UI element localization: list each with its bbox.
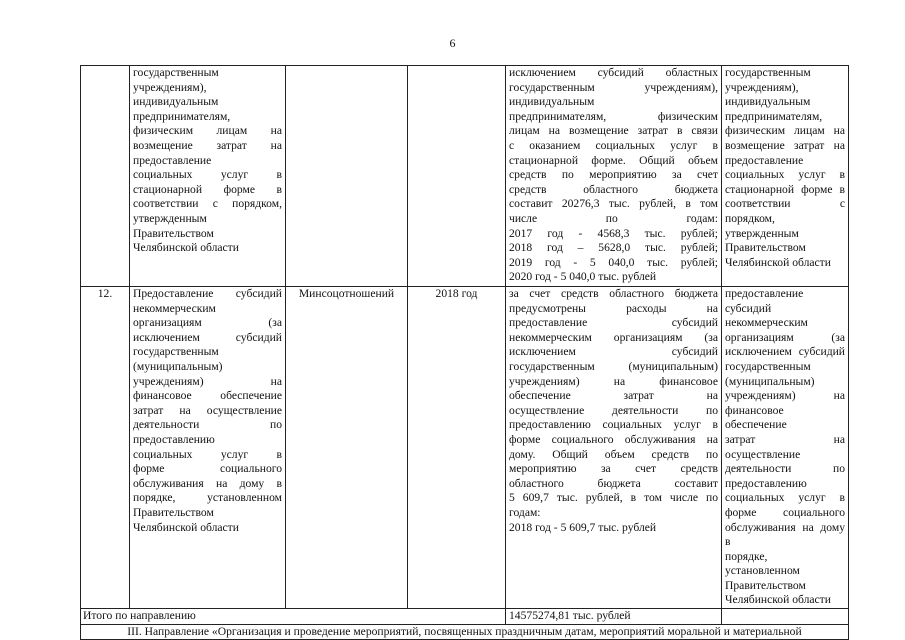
text-line: государственным bbox=[133, 345, 219, 359]
text-line: мероприятию за счет средств bbox=[509, 462, 718, 476]
text-line: Челябинской области bbox=[725, 255, 831, 269]
text-line: 2020 год - 5 040,0 тыс. рублей bbox=[509, 270, 657, 284]
text-line: Челябинской области bbox=[725, 593, 831, 607]
text-line: областного бюджета составит bbox=[509, 476, 718, 490]
text-line: обслуживания на дому в bbox=[725, 520, 845, 549]
text-line: 2018 год - 5 609,7 тыс. рублей bbox=[509, 520, 657, 534]
text-line: стационарной форме в bbox=[133, 182, 282, 196]
text-line: 2017 год - 4568,3 тыс. рублей; bbox=[509, 226, 718, 240]
text-line: предоставлению bbox=[725, 476, 807, 490]
measure-cell bbox=[130, 66, 286, 287]
text-line: Правительством bbox=[725, 241, 806, 255]
text-line: средств по мероприятию за счет bbox=[509, 168, 718, 182]
section-heading-row bbox=[81, 624, 849, 640]
total-empty bbox=[722, 609, 849, 625]
text-line: 5 609,7 тыс. рублей, в том числе по bbox=[509, 491, 718, 505]
text-line: организациям (за bbox=[725, 330, 845, 344]
measure-cell bbox=[130, 287, 286, 609]
text-line: учреждениям), bbox=[725, 80, 799, 94]
text-line: порядке, установленном bbox=[133, 491, 282, 505]
text-line: некоммерческим bbox=[725, 316, 808, 330]
executor-cell: Минсоцотношений bbox=[286, 287, 408, 609]
text-line: индивидуальным bbox=[509, 95, 595, 109]
text-line: индивидуальным bbox=[725, 95, 811, 109]
row-number-cell bbox=[81, 66, 130, 287]
text-line: форме социального bbox=[133, 462, 282, 476]
table-row bbox=[81, 287, 849, 609]
text-line: государственным bbox=[133, 66, 219, 79]
text-line: осуществление деятельности по bbox=[509, 403, 718, 417]
text-line: (муниципальным) bbox=[725, 374, 815, 388]
text-line: предоставление bbox=[725, 153, 804, 167]
text-line: утвержденным bbox=[133, 211, 207, 225]
text-line: организациям (за bbox=[133, 316, 282, 330]
funding-cell bbox=[506, 287, 722, 609]
text-line: социальных услуг в bbox=[725, 491, 845, 505]
text-line: средств областного бюджета bbox=[509, 182, 718, 196]
executor-cell bbox=[286, 66, 408, 287]
text-line: соответствии с bbox=[725, 197, 845, 211]
page-number: 6 bbox=[449, 36, 456, 50]
text-line: социальных услуг в bbox=[133, 447, 282, 461]
text-line: физическим лицам на bbox=[133, 124, 282, 138]
text-line: исключением субсидий bbox=[133, 330, 282, 344]
text-line: затрат на осуществление bbox=[725, 432, 845, 461]
text-line: 2019 год - 5 040,0 тыс. рублей; bbox=[509, 255, 718, 269]
total-label: Итого по направлению bbox=[81, 609, 506, 625]
text-line: с оказанием социальных услуг в bbox=[509, 138, 718, 152]
text-line: предоставление субсидий bbox=[509, 316, 718, 330]
term-cell: 2018 год bbox=[408, 287, 506, 609]
text-line: предоставление bbox=[725, 287, 804, 300]
text-line: учреждениям), bbox=[133, 80, 207, 94]
text-line: некоммерческим организациям (за bbox=[509, 330, 718, 344]
text-line: государственным bbox=[725, 66, 811, 79]
measures-table bbox=[80, 65, 849, 640]
funding-cell bbox=[506, 66, 722, 287]
text-line: составит 20276,3 тыс. рублей, в том bbox=[509, 197, 718, 211]
text-line: предусмотрены расходы на bbox=[509, 301, 718, 315]
text-line: стационарной форме. Общий объем bbox=[509, 153, 718, 167]
text-line: форме социального bbox=[725, 505, 845, 519]
text-line: предоставлению bbox=[133, 432, 215, 446]
text-line: Челябинской области bbox=[133, 520, 239, 534]
text-line: предоставление bbox=[133, 153, 212, 167]
text-line: учреждениям) на финансовое bbox=[509, 374, 718, 388]
text-line: деятельности по bbox=[133, 418, 282, 432]
text-line: соответствии с порядком, bbox=[133, 197, 282, 211]
text-line: некоммерческим bbox=[133, 301, 216, 315]
text-line: государственным (муниципальным) bbox=[509, 359, 718, 373]
term-cell bbox=[408, 66, 506, 287]
text-line: финансовое обеспечение bbox=[133, 389, 282, 403]
total-row bbox=[81, 609, 849, 625]
text-line: порядке, установленном bbox=[725, 549, 800, 578]
text-line: (муниципальным) bbox=[133, 359, 223, 373]
text-line: предпринимателям, bbox=[725, 109, 823, 123]
text-line: за счет средств областного бюджета bbox=[509, 287, 718, 300]
text-line: субсидий bbox=[725, 301, 772, 315]
text-line: предпринимателям, bbox=[133, 109, 231, 123]
text-line: учреждениям) на bbox=[725, 389, 845, 403]
text-line: Челябинской области bbox=[133, 241, 239, 255]
text-line: Правительством bbox=[133, 226, 214, 240]
result-cell bbox=[722, 287, 849, 609]
text-line: государственным учреждениям), bbox=[509, 80, 718, 94]
text-line: исключением субсидий bbox=[509, 345, 718, 359]
text-line: стационарной форме в bbox=[725, 182, 845, 196]
text-line: возмещение затрат на bbox=[133, 138, 282, 152]
text-line: социальных услуг в bbox=[133, 168, 282, 182]
text-line: лицам на возмещение затрат в связи bbox=[509, 124, 718, 138]
text-line: учреждениям) на bbox=[133, 374, 282, 388]
text-line: Правительством bbox=[133, 505, 214, 519]
text-line: социальных услуг в bbox=[725, 168, 845, 182]
text-line: финансовое обеспечение bbox=[725, 403, 787, 432]
text-line: предпринимателям, физическим bbox=[509, 109, 718, 123]
text-line: порядком, bbox=[725, 211, 775, 225]
row-number-cell: 12. bbox=[81, 287, 130, 609]
text-line: дому. Общий объем средств по bbox=[509, 447, 718, 461]
text-line: 2018 год – 5628,0 тыс. рублей; bbox=[509, 241, 718, 255]
text-line: исключением субсидий bbox=[725, 345, 845, 359]
result-cell bbox=[722, 66, 849, 287]
total-value: 14575274,81 тыс. рублей bbox=[506, 609, 722, 625]
text-line: возмещение затрат на bbox=[725, 138, 845, 152]
text-line: обеспечение затрат на bbox=[509, 389, 718, 403]
text-line: индивидуальным bbox=[133, 95, 219, 109]
text-line: исключением субсидий областных bbox=[509, 66, 718, 79]
text-line: затрат на осуществление bbox=[133, 403, 282, 417]
text-line: числе по годам: bbox=[509, 211, 718, 225]
text-line: предоставлению социальных услуг в bbox=[509, 418, 718, 432]
text-line: обслуживания на дому в bbox=[133, 476, 282, 490]
text-line: Правительством bbox=[725, 578, 806, 592]
text-line: форме социального обслуживания на bbox=[509, 432, 718, 446]
text-line: годам: bbox=[509, 505, 541, 519]
text-line: государственным bbox=[725, 359, 811, 373]
text-line: физическим лицам на bbox=[725, 124, 845, 138]
section-heading: III. Направление «Организация и проведение мероприятий, посвященных праздничным датам, мероприятий моральной и материальной bbox=[81, 624, 849, 640]
table-row bbox=[81, 66, 849, 287]
text-line: деятельности по bbox=[725, 462, 845, 476]
text-line: утвержденным bbox=[725, 226, 799, 240]
text-line: Предоставление субсидий bbox=[133, 287, 282, 300]
